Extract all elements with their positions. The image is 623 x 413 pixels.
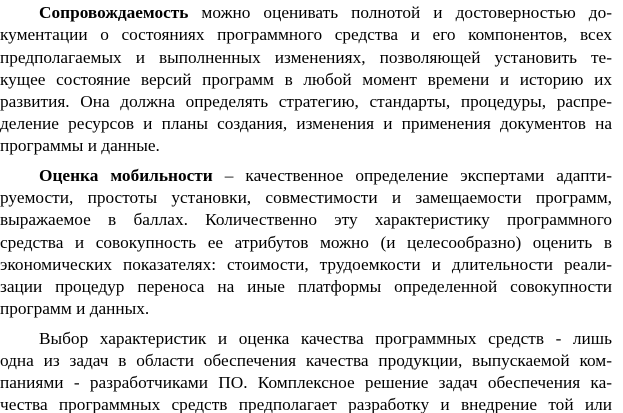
line-text: программ и данных. [0, 299, 150, 318]
line-text: экономических показателях: стоимости, трудоемкости и длительности реали- [0, 255, 612, 274]
line-text: одна из задач в области обеспечения качества продукции, выпускаемой ком- [0, 351, 612, 370]
line-text: Выбор характеристик и оценка качества программных средств - лишь [39, 329, 612, 348]
text-line [0, 114, 612, 134]
line-text: деление ресурсов и планы создания, изменения и применения документов на [0, 114, 612, 133]
line-text: предполагаемых и выполненных изменениях, позволяющей установить те- [0, 48, 612, 67]
text-line [0, 48, 612, 68]
text-line [0, 136, 612, 156]
text-line [0, 210, 612, 230]
text-line [39, 166, 612, 186]
line-text: кументации о состояниях программного средства и его компонентов, всех [0, 25, 612, 44]
line-text: – качественное определение экспертами адапти- [212, 166, 612, 185]
text-line [0, 395, 612, 413]
text-line [39, 329, 612, 349]
text-line [0, 188, 612, 208]
text-line [0, 255, 612, 275]
text-line [0, 299, 612, 319]
line-text: можно оценивать полнотой и достоверностью до- [188, 3, 612, 22]
text-line [0, 70, 612, 90]
text-line [0, 373, 612, 393]
text-line [39, 3, 612, 23]
line-text: чества программных средств предполагает разработку и внедрение той или [0, 395, 612, 413]
text-line [0, 351, 612, 371]
line-text: развития. Она должна определять стратегию, стандарты, процедуры, распре- [0, 92, 612, 111]
line-text: средства и совокупность ее атрибутов можно (и целесообразно) оценить в [0, 233, 612, 252]
line-text: зации процедур переноса на иные платформы определенной совокупности [0, 277, 612, 296]
line-text: руемости, простоты установки, совместимости и замещаемости программ, [0, 188, 612, 207]
line-text: программы и данные. [0, 136, 160, 155]
text-line [0, 233, 612, 253]
term-mobility: Оценка мобильности [39, 166, 213, 185]
line-text: кущее состояние версий программ в любой момент времени и историю их [0, 70, 612, 89]
text-line [0, 25, 612, 45]
term-maintainability: Сопровождаемость [39, 3, 189, 22]
text-line [0, 277, 612, 297]
line-text: паниями - разработчиками ПО. Комплексное решение задач обеспечения ка- [0, 373, 612, 392]
line-text: выражаемое в баллах. Количественно эту характеристику программного [0, 210, 612, 229]
text-line [0, 92, 612, 112]
